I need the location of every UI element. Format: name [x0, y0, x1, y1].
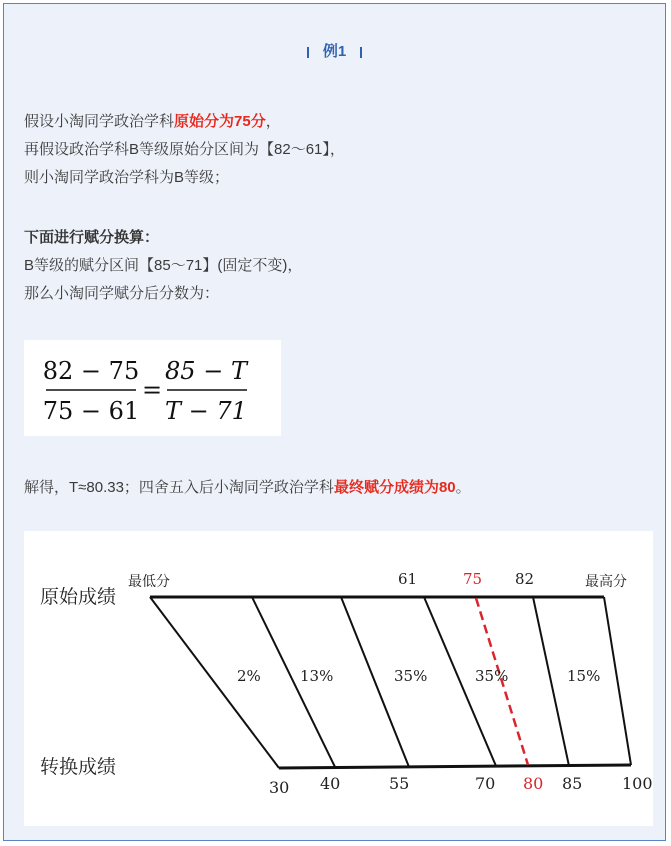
conversion-diagram	[24, 531, 653, 826]
percent-2: 13%	[300, 667, 334, 685]
formula-left-numerator: 82 − 75	[42, 357, 140, 385]
bottom-label-70: 70	[475, 774, 496, 793]
label-original-score: 原始成绩	[40, 586, 117, 608]
conversion-line-2: 那么小淘同学赋分后分数为：	[24, 285, 220, 302]
title-left-bar	[307, 47, 309, 58]
percent-4: 35%	[475, 667, 509, 685]
percent-5: 15%	[567, 667, 601, 685]
result-line	[24, 474, 471, 502]
conversion-heading: 下面进行赋分换算：	[24, 229, 160, 246]
title-text: 例1	[322, 43, 347, 60]
bottom-label-55: 55	[389, 774, 410, 793]
top-label-max: 最高分	[585, 574, 627, 590]
conversion-line-1: B等级的赋分区间【85～71】(固定不变)，	[24, 257, 303, 274]
result-punct: 。	[455, 479, 471, 496]
formula-image	[24, 340, 281, 436]
raw-score-highlight: 原始分为75分	[174, 113, 266, 130]
percent-3: 35%	[394, 667, 428, 685]
divider-4	[533, 597, 569, 766]
title-right-bar	[360, 47, 362, 58]
bottom-label-80: 80	[523, 774, 544, 793]
intro-text: 假设小淘同学政治学科	[24, 113, 175, 130]
bottom-label-30: 30	[269, 778, 290, 797]
intro-line-2: 再假设政治学科B等级原始分区间为【82～61】，	[24, 141, 345, 158]
formula-equals: =	[141, 376, 163, 404]
right-edge	[604, 597, 631, 765]
top-label-min: 最低分	[128, 574, 170, 590]
example-title	[4, 40, 665, 61]
percent-1: 2%	[237, 667, 261, 685]
intro-line-1	[24, 108, 281, 136]
formula-right-denominator: T − 71	[165, 397, 247, 425]
bottom-label-85: 85	[562, 774, 583, 793]
formula-left-denominator: 75 − 61	[42, 397, 140, 425]
bottom-label-100: 100	[622, 774, 653, 793]
intro-punct: ，	[265, 113, 281, 130]
result-text: 解得，T≈80.33；四舍五入后小淘同学政治学科	[24, 479, 334, 496]
top-label-61: 61	[398, 570, 418, 588]
bottom-bar	[279, 765, 631, 768]
intro-line-3: 则小淘同学政治学科为B等级；	[24, 169, 230, 186]
top-label-75: 75	[463, 570, 483, 588]
bottom-label-40: 40	[320, 774, 341, 793]
final-score-highlight: 最终赋分成绩为80	[333, 479, 456, 496]
example-card	[3, 3, 666, 841]
top-label-82: 82	[515, 570, 535, 588]
label-converted-score: 转换成绩	[40, 756, 117, 778]
formula-right-numerator: 85 − T	[165, 357, 247, 385]
